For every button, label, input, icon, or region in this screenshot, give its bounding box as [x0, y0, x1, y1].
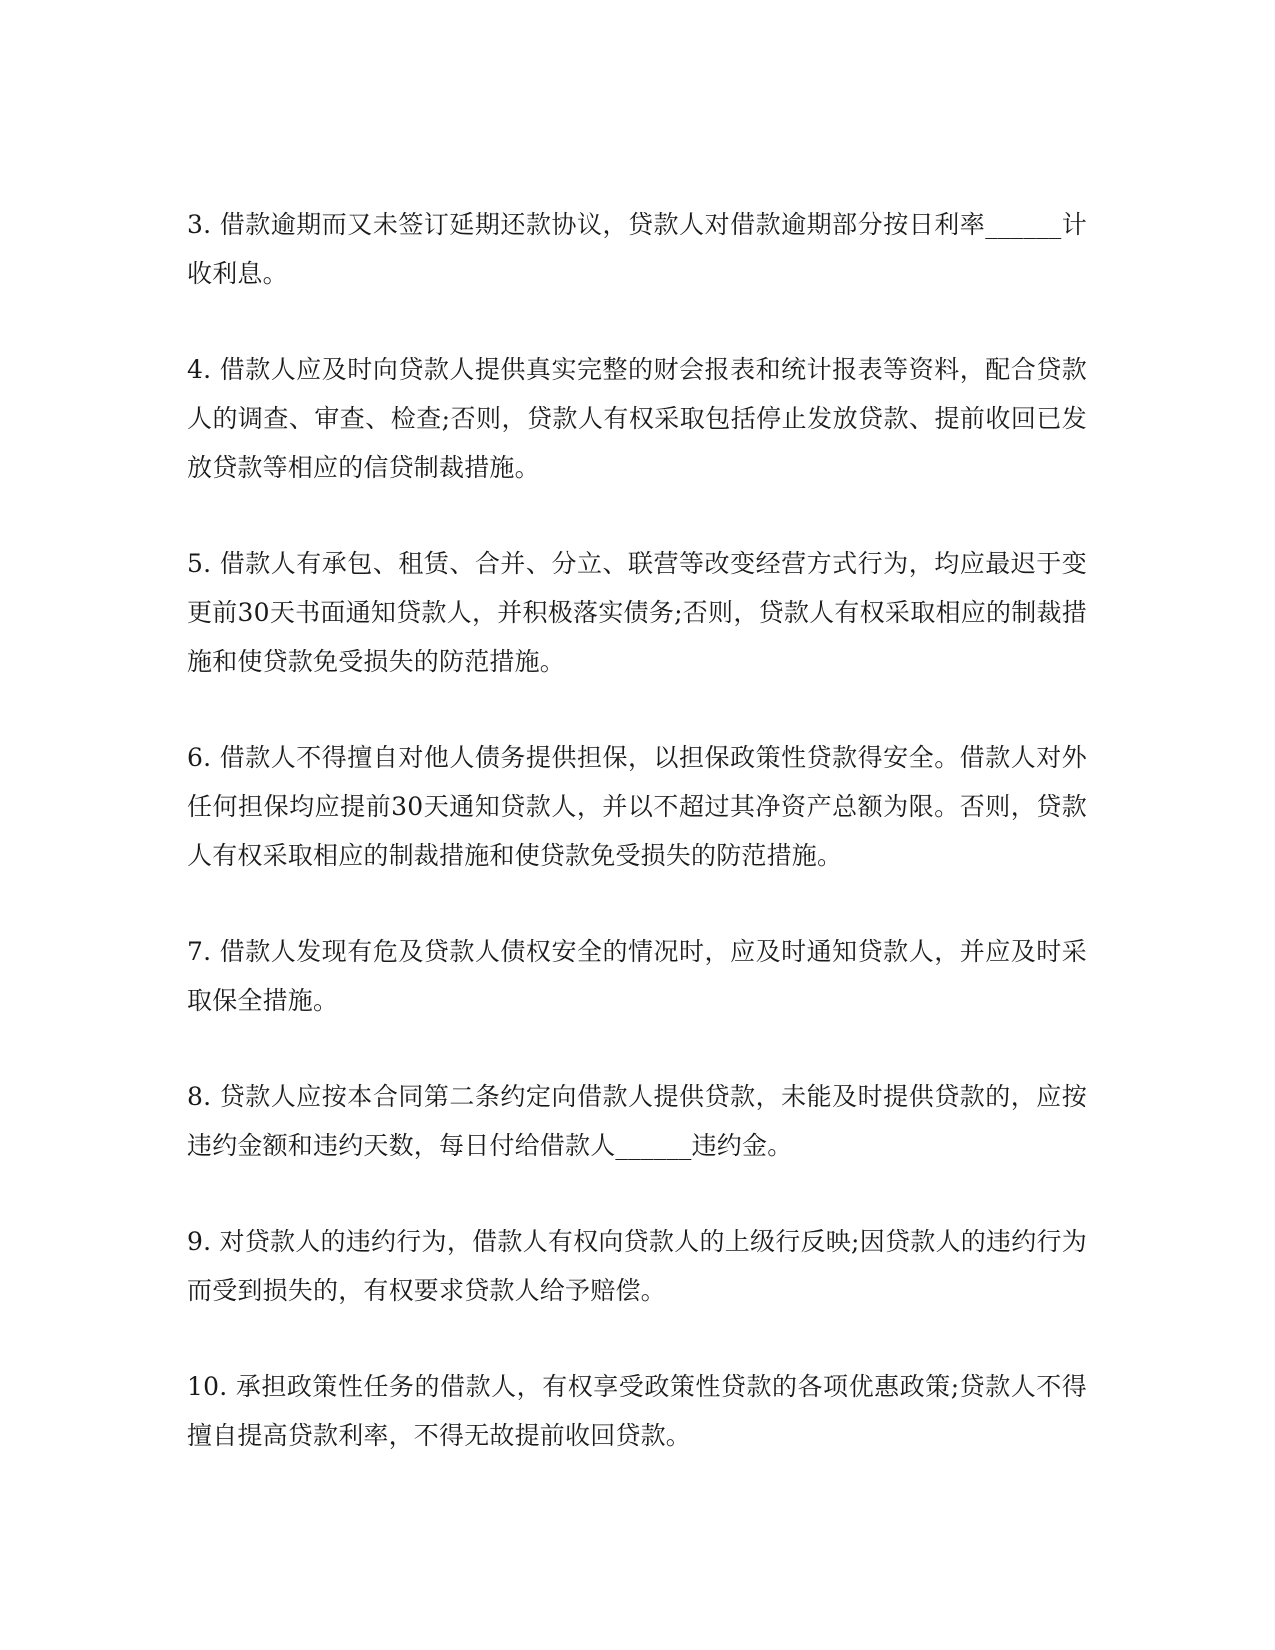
clause-6: 6. 借款人不得擅自对他人债务提供担保，以担保政策性贷款得安全。借款人对外任何担保均应提前30天通知贷款人，并以不超过其净资产总额为限。否则，贷款人有权采取相应的制裁措施和使贷款免受损失的防范措施。 — [187, 743, 1087, 870]
clause-5: 5. 借款人有承包、租赁、合并、分立、联营等改变经营方式行为，均应最迟于变更前30天书面通知贷款人，并积极落实债务;否则，贷款人有权采取相应的制裁措施和使贷款免受损失的防范措施。 — [187, 549, 1087, 676]
document-body — [187, 200, 1087, 1460]
clause-7: 7. 借款人发现有危及贷款人债权安全的情况时，应及时通知贷款人，并应及时采取保全措施。 — [187, 937, 1087, 1015]
clause-10: 10. 承担政策性任务的借款人，有权享受政策性贷款的各项优惠政策;贷款人不得擅自提高贷款利率，不得无故提前收回贷款。 — [187, 1372, 1087, 1450]
clause-3: 3. 借款逾期而又未签订延期还款协议，贷款人对借款逾期部分按日利率______计收利息。 — [187, 210, 1087, 288]
clause-9: 9. 对贷款人的违约行为，借款人有权向贷款人的上级行反映;因贷款人的违约行为而受到损失的，有权要求贷款人给予赔偿。 — [187, 1227, 1087, 1305]
clause-4: 4. 借款人应及时向贷款人提供真实完整的财会报表和统计报表等资料，配合贷款人的调查、审查、检查;否则，贷款人有权采取包括停止发放贷款、提前收回已发放贷款等相应的信贷制裁措施。 — [187, 355, 1087, 482]
clause-8: 8. 贷款人应按本合同第二条约定向借款人提供贷款，未能及时提供贷款的，应按违约金额和违约天数，每日付给借款人______违约金。 — [187, 1082, 1087, 1160]
